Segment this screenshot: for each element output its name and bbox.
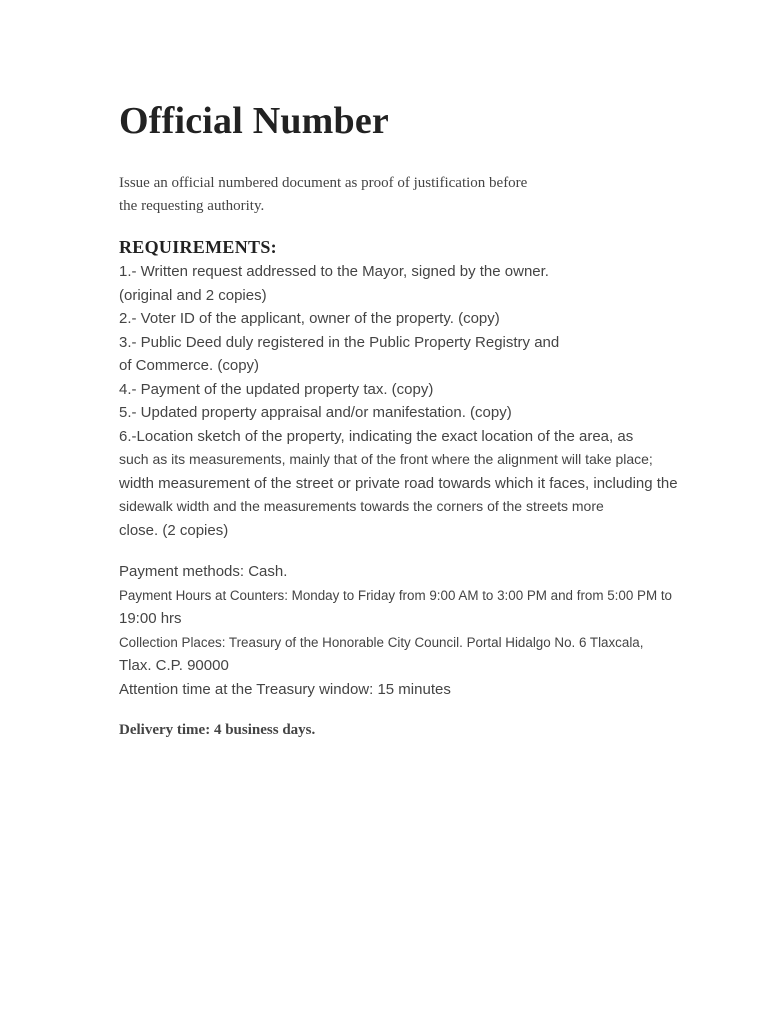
requirement-line: width measurement of the street or private road towards which it faces, including the [119,474,678,492]
payment-line: Payment Hours at Counters: Monday to Friday from 9:00 AM to 3:00 PM and from 5:00 PM to [119,587,672,603]
intro-paragraph [119,172,699,218]
requirement-line: (original and 2 copies) [119,286,267,304]
intro-line: Issue an official numbered document as proof of justification before [119,175,528,191]
requirement-line: such as its measurements, mainly that of the front where the alignment will take place; [119,451,653,467]
requirement-line: 1.- Written request addressed to the Mayor, signed by the owner. [119,263,549,280]
requirement-line: sidewalk width and the measurements towards the corners of the streets more [119,498,604,514]
delivery-time: Delivery time: 4 business days. [119,722,316,738]
payment-line: Attention time at the Treasury window: 15 minutes [119,680,451,698]
payment-line: 19:00 hrs [119,610,182,627]
requirements-heading: REQUIREMENTS: [119,237,277,257]
document-page [119,98,699,741]
payment-line: Payment methods: Cash. [119,563,288,580]
requirement-line: 6.-Location sketch of the property, indicating the exact location of the area, as [119,427,634,445]
intro-line: the requesting authority. [119,198,265,214]
requirement-line: 5.- Updated property appraisal and/or manifestation. (copy) [119,404,512,421]
requirement-line: 2.- Voter ID of the applicant, owner of the property. (copy) [119,310,500,327]
payment-line: Collection Places: Treasury of the Honorable City Council. Portal Hidalgo No. 6 Tlaxcala, [119,634,644,650]
page-title: Official Number [119,100,390,142]
requirements-list [119,260,699,542]
payment-section [119,560,699,701]
requirement-line: of Commerce. (copy) [119,357,260,374]
payment-line: Tlax. C.P. 90000 [119,657,229,674]
requirement-line: 3.- Public Deed duly registered in the Public Property Registry and [119,333,560,351]
requirement-line: close. (2 copies) [119,521,229,539]
requirement-line: 4.- Payment of the updated property tax. (copy) [119,380,434,398]
